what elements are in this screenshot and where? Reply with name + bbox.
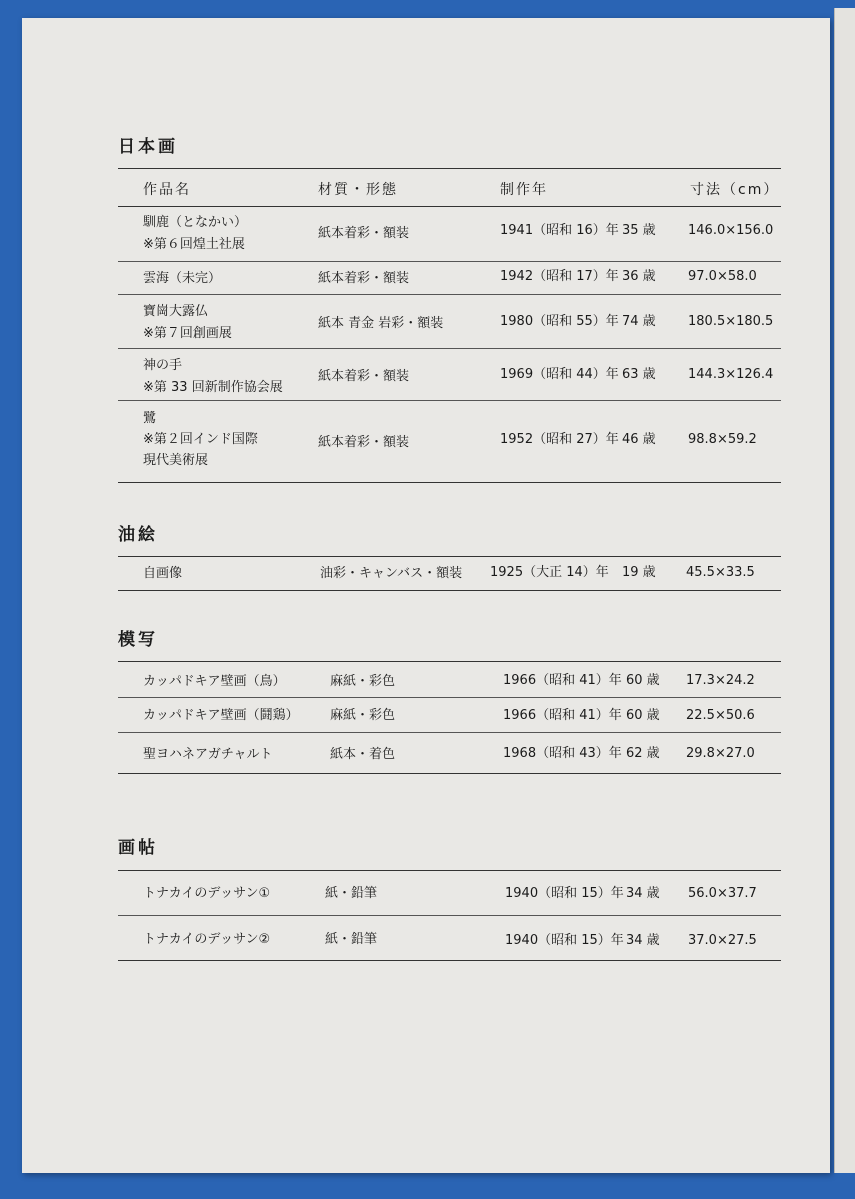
work-year: 1941（昭和 16）年 (500, 223, 619, 238)
work-material: 油彩・キャンバス・額装 (320, 566, 463, 581)
section-title-sketchbook: 画帖 (118, 838, 158, 858)
work-note: ※第２回インド国際 (143, 432, 258, 447)
work-name: カッパドキア壁画（鬪鶏） (143, 708, 299, 723)
work-name: 鷺 (143, 411, 157, 426)
work-material: 紙本着彩・額装 (318, 435, 410, 450)
section-title-nihonga: 日本画 (118, 137, 178, 157)
work-material: 紙本・着色 (330, 747, 396, 762)
work-year: 1940（昭和 15）年 (505, 933, 624, 948)
work-material: 紙・鉛筆 (325, 932, 378, 947)
work-note: ※第 33 回新制作協会展 (143, 380, 283, 395)
table-rule (118, 732, 781, 733)
work-name: 神の手 (143, 358, 183, 373)
table-rule (118, 294, 781, 295)
header-name: 作品名 (143, 182, 191, 198)
table-rule (118, 556, 781, 557)
work-material: 麻紙・彩色 (330, 674, 396, 689)
work-age: 34 歳 (626, 933, 660, 948)
work-age: 63 歳 (622, 367, 656, 382)
table-rule (118, 697, 781, 698)
table-row (143, 212, 247, 256)
section-title-oil: 油絵 (118, 525, 158, 545)
table-rule (118, 206, 781, 207)
work-age: 19 歳 (622, 565, 656, 580)
header-size: 寸法（cm） (690, 182, 780, 198)
work-age: 60 歳 (626, 708, 660, 723)
work-age: 74 歳 (622, 314, 656, 329)
table-rule (118, 661, 781, 662)
work-size: 146.0×156.0 (688, 223, 774, 238)
table-rule (118, 915, 781, 916)
work-note: ※第６回煌土社展 (143, 237, 245, 252)
table-rule (118, 482, 781, 483)
work-year: 1940（昭和 15）年 (505, 886, 624, 901)
work-size: 144.3×126.4 (688, 367, 774, 382)
work-name: 馴鹿（となかい） (143, 215, 248, 230)
table-rule (118, 773, 781, 774)
table-row (143, 408, 258, 471)
work-size: 56.0×37.7 (688, 886, 757, 901)
work-size: 97.0×58.0 (688, 269, 757, 284)
table-rule (118, 960, 781, 961)
work-size: 22.5×50.6 (686, 708, 755, 723)
work-size: 29.8×27.0 (686, 746, 755, 761)
work-name: 自画像 (143, 566, 183, 581)
table-rule (118, 261, 781, 262)
work-note: ※第７回創画展 (143, 326, 232, 341)
table-row (143, 355, 283, 399)
work-year: 1952（昭和 27）年 (500, 432, 619, 447)
work-year: 1980（昭和 55）年 (500, 314, 619, 329)
work-material: 紙本着彩・額装 (318, 226, 410, 241)
work-name: 聖ヨハネアガチャルト (143, 747, 273, 762)
work-year: 1966（昭和 41）年 (503, 673, 622, 688)
work-name: 雲海（未完） (143, 271, 222, 286)
work-size: 45.5×33.5 (686, 565, 755, 580)
next-page-edge (834, 8, 855, 1173)
work-age: 62 歳 (626, 746, 660, 761)
work-age: 60 歳 (626, 673, 660, 688)
work-note-cont: 現代美術展 (143, 453, 209, 468)
work-material: 麻紙・彩色 (330, 708, 396, 723)
table-rule (118, 348, 781, 349)
work-year: 1968（昭和 43）年 (503, 746, 622, 761)
header-year: 制作年 (500, 182, 548, 198)
table-rule (118, 590, 781, 591)
table-row (143, 301, 232, 345)
work-size: 37.0×27.5 (688, 933, 757, 948)
table-rule (118, 168, 781, 169)
work-name: 寶崗大露仏 (143, 304, 209, 319)
work-year: 1925（大正 14）年 (490, 565, 609, 580)
work-year: 1966（昭和 41）年 (503, 708, 622, 723)
work-age: 46 歳 (622, 432, 656, 447)
section-title-copy: 模写 (118, 630, 158, 650)
work-material: 紙本 青金 岩彩・額装 (318, 316, 444, 331)
work-material: 紙・鉛筆 (325, 886, 378, 901)
work-age: 36 歳 (622, 269, 656, 284)
work-size: 17.3×24.2 (686, 673, 755, 688)
table-rule (118, 870, 781, 871)
work-age: 35 歳 (622, 223, 656, 238)
work-material: 紙本着彩・額装 (318, 369, 410, 384)
work-year: 1969（昭和 44）年 (500, 367, 619, 382)
work-name: トナカイのデッサン② (143, 932, 271, 947)
work-year: 1942（昭和 17）年 (500, 269, 619, 284)
work-material: 紙本着彩・額装 (318, 271, 410, 286)
work-age: 34 歳 (626, 886, 660, 901)
work-name: トナカイのデッサン① (143, 886, 271, 901)
work-size: 98.8×59.2 (688, 432, 757, 447)
work-name: カッパドキア壁画（鳥） (143, 674, 286, 689)
header-material: 材質・形態 (318, 182, 398, 198)
work-size: 180.5×180.5 (688, 314, 774, 329)
table-rule (118, 400, 781, 401)
